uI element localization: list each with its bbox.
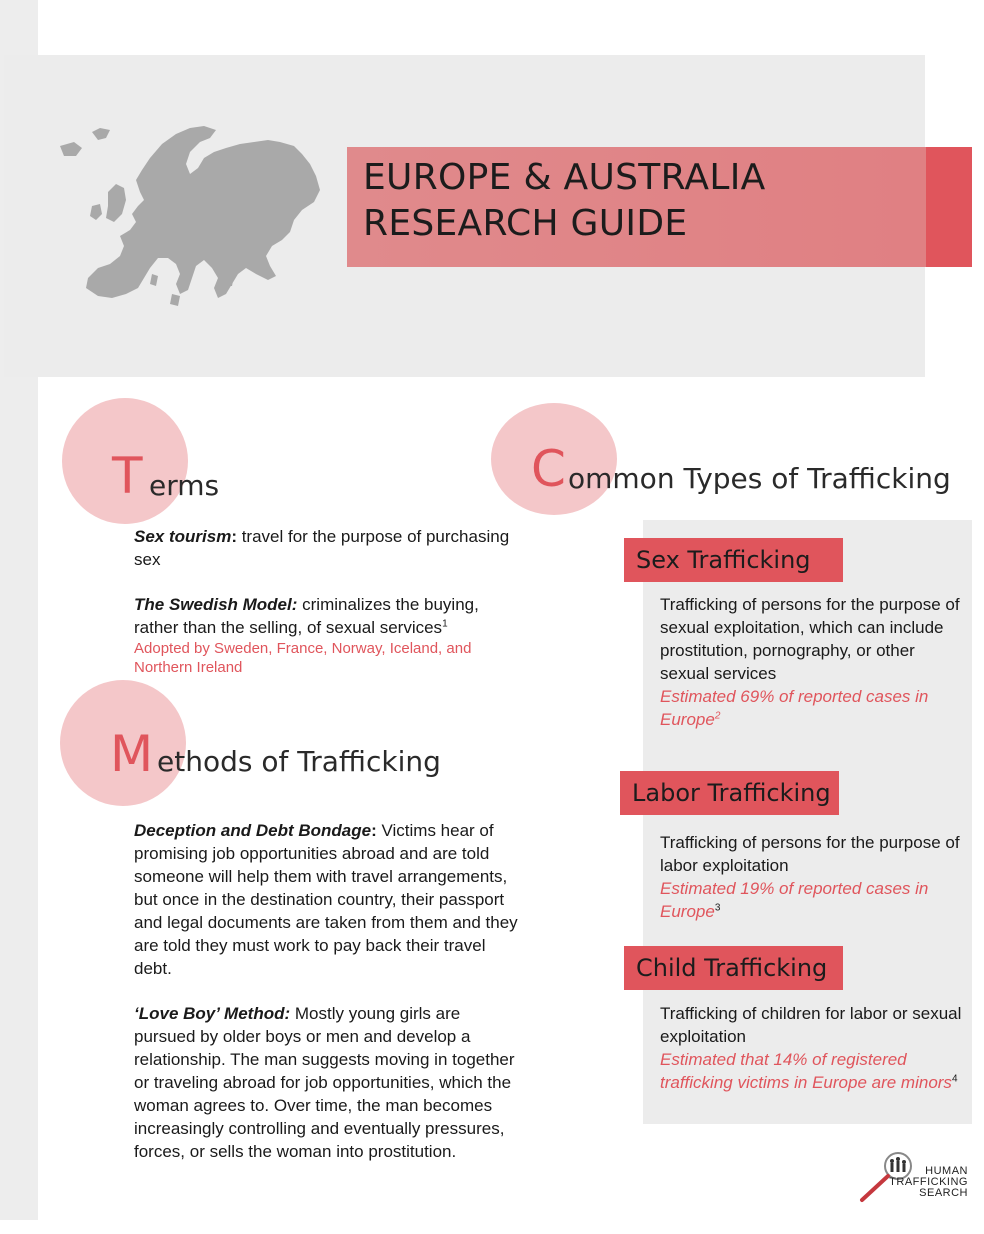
common-types-initial: C	[531, 440, 566, 498]
terms-heading: erms	[149, 469, 220, 502]
term-sex-tourism	[134, 525, 514, 571]
term-swedish-model	[134, 593, 519, 677]
child-trafficking-stat: Estimated that 14% of registered trafficking victims in Europe are minors	[660, 1050, 952, 1092]
labor-trafficking-label: Labor Trafficking	[620, 771, 839, 815]
footnote-3: 3	[714, 902, 721, 914]
title-line-2: RESEARCH GUIDE	[363, 203, 688, 244]
methods-initial: M	[110, 725, 154, 783]
human-trafficking-search-logo	[858, 1150, 968, 1206]
method-debt-bondage-label: Deception and Debt Bondage	[134, 821, 372, 840]
method-debt-bondage-sep: :	[371, 821, 377, 840]
footnote-1: 1	[442, 618, 448, 630]
title-line-1: EUROPE & AUSTRALIA	[363, 157, 766, 198]
term-swedish-model-definition: criminalizes the buying, rather than the selling, of sexual services	[134, 595, 479, 637]
child-trafficking-description: Trafficking of children for labor or sexual exploitation	[660, 1004, 962, 1046]
common-types-heading: ommon Types of Trafficking	[568, 462, 951, 495]
logo-line-1: HUMAN	[925, 1165, 968, 1177]
term-sex-tourism-sep: :	[231, 527, 237, 546]
methods-heading: ethods of Trafficking	[157, 745, 441, 778]
method-debt-bondage-definition: Victims hear of promising job opportunities abroad and are told someone will help them with travel arrangements, but once in the destination country, their passport and legal documents are taken from them and they are told they must work to pay back their travel debt.	[134, 821, 518, 978]
swedish-model-note: Adopted by Sweden, France, Norway, Iceland, and Northern Ireland	[134, 640, 472, 676]
sex-trafficking-description: Trafficking of persons for the purpose of sexual exploitation, which can include prostitution, pornography, or other sexual services	[660, 595, 960, 683]
footnote-4: 4	[951, 1073, 958, 1085]
sex-trafficking-stat: Estimated 69% of reported cases in Europe	[660, 687, 929, 729]
labor-trafficking-description: Trafficking of persons for the purpose of labor exploitation	[660, 833, 960, 875]
method-love-boy-label: ‘Love Boy’ Method:	[134, 1004, 291, 1023]
logo-line-2: TRAFFICKING	[889, 1176, 968, 1188]
footnote-2: 2	[714, 710, 721, 722]
child-trafficking-label: Child Trafficking	[624, 946, 843, 990]
sex-trafficking-body	[660, 593, 965, 731]
method-love-boy	[134, 1002, 526, 1163]
title-box	[347, 147, 972, 267]
logo-line-3: SEARCH	[919, 1187, 968, 1199]
method-debt-bondage	[134, 819, 526, 980]
term-sex-tourism-label: Sex tourism	[134, 527, 232, 546]
europe-map-icon	[40, 118, 330, 318]
sex-trafficking-label: Sex Trafficking	[624, 538, 843, 582]
child-trafficking-body	[660, 1002, 965, 1094]
method-love-boy-definition: Mostly young girls are pursued by older boys or men and develop a relationship. The man suggests moving in together or traveling abroad for job opportunities, which the woman agrees to. Over time, the man becomes increasingly controlling and eventually pressures, forces, or sells the woman into prostitution.	[134, 1004, 515, 1161]
labor-trafficking-body	[660, 831, 965, 923]
term-sex-tourism-definition: travel for the purpose of purchasing sex	[134, 527, 510, 569]
term-swedish-model-label: The Swedish Model:	[134, 595, 298, 614]
terms-initial: T	[112, 447, 143, 505]
title-accent-bar	[926, 147, 972, 267]
labor-trafficking-stat: Estimated 19% of reported cases in Europe	[660, 879, 929, 921]
